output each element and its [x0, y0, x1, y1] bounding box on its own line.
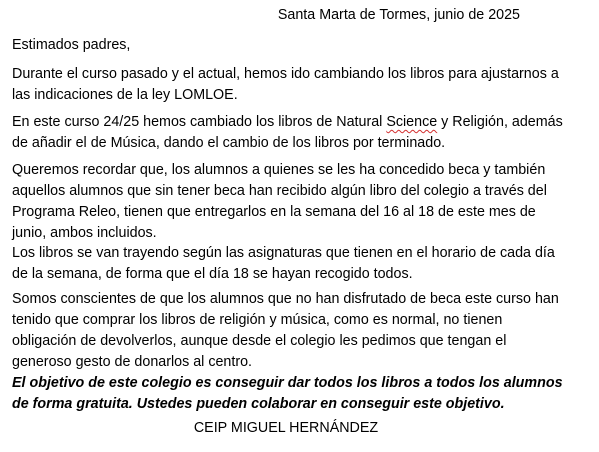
paragraph-current-course [12, 112, 592, 154]
paragraph-line: Programa Releo, tienen que entregarlos en la semana del 16 al 18 de este mes de [12, 204, 536, 220]
paragraph-line: generoso gesto de donarlos al centro. [12, 354, 253, 370]
paragraph-line [12, 112, 592, 133]
school-signature: CEIP MIGUEL HERNÁNDEZ [193, 420, 379, 436]
paragraph-line: de añadir el de Música, dando el cambio de los libros por terminado. [12, 135, 446, 151]
closing-statement [12, 373, 592, 415]
paragraph-line: obligación de devolverlos, aunque desde el colegio les pedimos que tengan el [12, 333, 507, 349]
paragraph-line: Somos conscientes de que los alumnos que no han disfrutado de beca este curso han [12, 291, 559, 307]
paragraph-line: de la semana, de forma que el día 18 se hayan recogido todos. [12, 266, 413, 282]
paragraph-line: Durante el curso pasado y el actual, hemos ido cambiando los libros para ajustarnos a [12, 66, 559, 82]
closing-line: El objetivo de este colegio es conseguir dar todos los libros a todos los alumnos [12, 375, 563, 391]
spellcheck-flagged-word: Science [386, 114, 438, 130]
paragraph-book-changes [12, 64, 592, 106]
paragraph-line: Los libros se van trayendo según las asignaturas que tienen en el horario de cada día [12, 245, 555, 261]
paragraph-return-reminder [12, 160, 592, 244]
paragraph-line: junio, ambos incluidos. [12, 225, 157, 241]
text-segment: y Religión, además [437, 114, 563, 130]
greeting: Estimados padres, [12, 37, 131, 53]
paragraph-schedule [12, 243, 592, 285]
text-segment: En este curso 24/25 hemos cambiado los libros de Natural [12, 114, 387, 130]
paragraph-donation-request [12, 289, 592, 373]
paragraph-line: las indicaciones de la ley LOMLOE. [12, 87, 238, 103]
paragraph-line: tenido que comprar los libros de religión y música, como es normal, no tienen [12, 312, 503, 328]
dateline: Santa Marta de Tormes, junio de 2025 [277, 7, 520, 23]
closing-line: de forma gratuita. Ustedes pueden colaborar en conseguir este objetivo. [12, 396, 505, 412]
paragraph-line: aquellos alumnos que sin tener beca han recibido algún libro del colegio a través del [12, 183, 547, 199]
paragraph-line: Queremos recordar que, los alumnos a quienes se les ha concedido beca y también [12, 162, 546, 178]
